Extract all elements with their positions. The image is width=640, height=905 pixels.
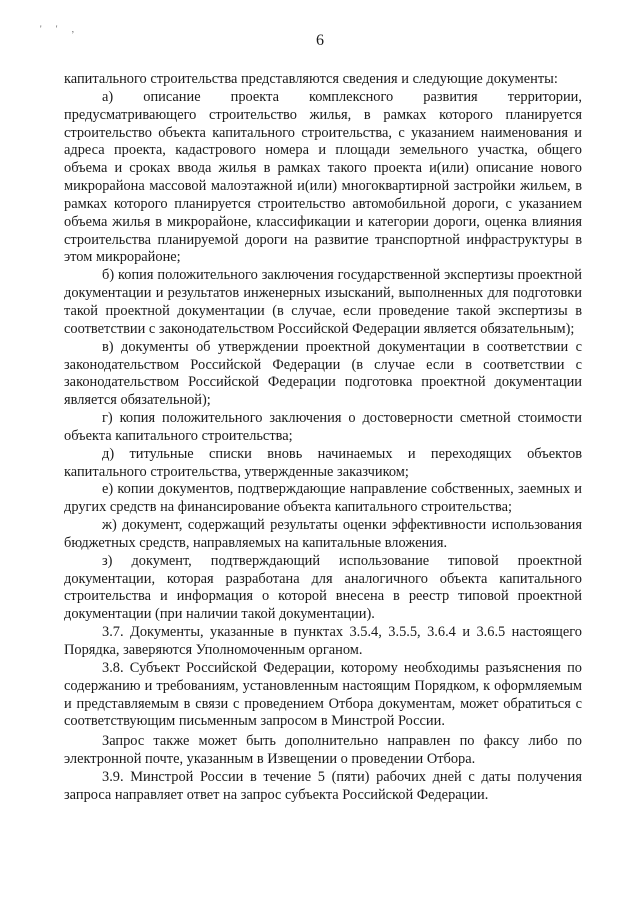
- paragraph-item-d: д) титульные списки вновь начинаемых и переходящих объектов капитального строительства, утвержденные заказчиком;: [64, 445, 582, 480]
- document-body: [64, 71, 582, 805]
- paragraph-item-a: а) описание проекта комплексного развития территории, предусматривающего строительство жилья, в рамках которого планируется строительство объекта капитального строительства, с указанием наименования и адреса проекта, кадастрового номера и площади земельного участка, общего объема и сроках ввода жилья в рамках такого проекта и(или) описание нового микрорайона массовой малоэтажной и(или) многоквартирной застройки жильем, в рамках которого планируется строительство автомобильной дороги, с указанием объема жилья в микрорайоне, классификации и категории дороги, оценка влияния строительства планируемой дороги на развитие транспортной инфраструктуры в этом микрорайоне;: [64, 88, 582, 266]
- page-number: 6: [316, 32, 324, 49]
- paragraph-request: Запрос также может быть дополнительно направлен по факсу либо по электронной почте, указанным в Извещении о проведении Отбора.: [64, 733, 582, 768]
- paragraph-item-e: е) копии документов, подтверждающие направление собственных, заемных и других средств на финансирование объекта капитального строительства;: [64, 481, 582, 516]
- paragraph-3-9: 3.9. Минстрой России в течение 5 (пяти) рабочих дней с даты получения запроса направляет ответ на запрос субъекта Российской Федерации.: [64, 768, 582, 803]
- paragraph-3-8: 3.8. Субъект Российской Федерации, которому необходимы разъяснения по содержанию и требованиям, установленным настоящим Порядком, к оформляемым и представляемым в связи с проведением Отбора документам, может обратиться с соответствующим письменным запросом в Минстрой России.: [64, 659, 582, 730]
- paragraph-item-b: б) копия положительного заключения государственной экспертизы проектной документации и результатов инженерных изысканий, выполненных для подготовки такой проектной документации (в случае, если проведение такой экспертизы в соответствии с законодательством Российской Федерации является обязательным);: [64, 267, 582, 337]
- paragraph-item-zh: ж) документ, содержащий результаты оценки эффективности использования бюджетных средств, направляемых на капитальные вложения.: [64, 517, 582, 551]
- paragraph-item-z: з) документ, подтверждающий использование типовой проектной документации, которая разработана для аналогичного объекта капитального строительства и информация о которой внесена в реестр типовой проектной документации (при наличии такой документации).: [64, 552, 582, 623]
- paragraph-intro: капитального строительства представляются сведения и следующие документы:: [64, 71, 558, 87]
- scan-mark: ' ' ,: [40, 24, 80, 34]
- paragraph-3-7: 3.7. Документы, указанные в пунктах 3.5.4, 3.5.5, 3.6.4 и 3.6.5 настоящего Порядка, заверяются Уполномоченным органом.: [64, 624, 582, 658]
- paragraph-item-v: в) документы об утверждении проектной документации в соответствии с законодательством Российской Федерации (в случае если в соответствии с законодательством Российской Федерации подготовка проектной документации является обязательной);: [64, 338, 582, 409]
- paragraph-item-g: г) копия положительного заключения о достоверности сметной стоимости объекта капитального строительства;: [64, 410, 582, 444]
